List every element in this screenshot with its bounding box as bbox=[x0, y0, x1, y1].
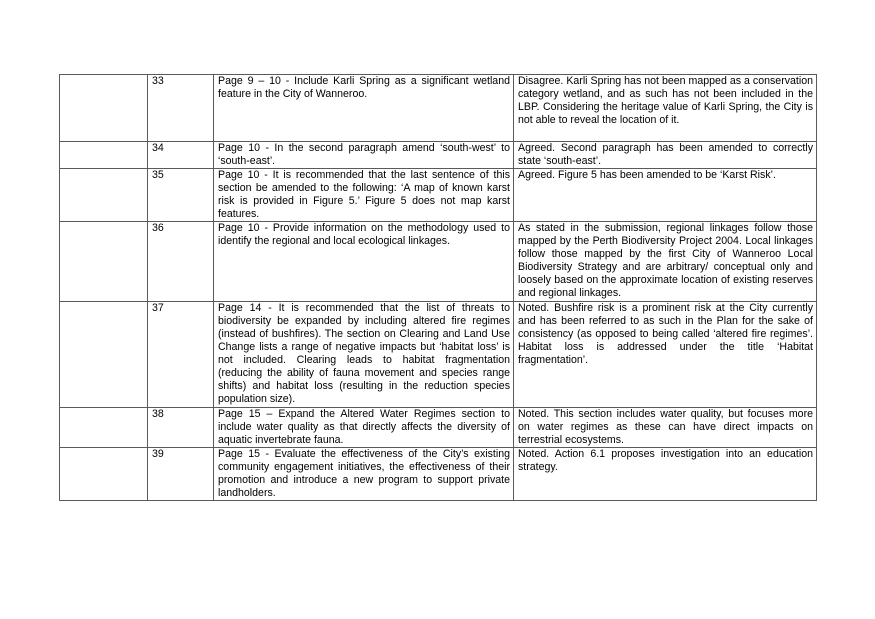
response-cell: Noted. Action 6.1 proposes investigation into an education strategy. bbox=[514, 448, 817, 501]
row-number: 33 bbox=[148, 75, 214, 142]
response-cell: As stated in the submission, regional linkages follow those mapped by the Perth Biodiversity Project 2004. Local linkages follow those mapped by the first City of Wanneroo Local Biodiversity Strategy and are arbitrary/ conceptual only and loosely based on the approximate location of existing reserves and regional linkages. bbox=[514, 222, 817, 302]
response-cell: Agreed. Figure 5 has been amended to be ‘Karst Risk’. bbox=[514, 169, 817, 222]
row-number: 39 bbox=[148, 448, 214, 501]
response-cell: Noted. Bushfire risk is a prominent risk at the City currently and has been referred to as such in the Plan for the sake of consistency (as opposed to being called ‘altered fire regimes’. Habitat loss is addressed under the title ‘Habitat fragmentation’. bbox=[514, 302, 817, 408]
submissions-table bbox=[59, 74, 817, 501]
row-number: 37 bbox=[148, 302, 214, 408]
blank-cell bbox=[60, 448, 148, 501]
comment-cell: Page 10 - Provide information on the methodology used to identify the regional and local ecological linkages. bbox=[214, 222, 514, 302]
comment-cell: Page 10 - It is recommended that the last sentence of this section be amended to the following: ‘A map of known karst risk is provided in Figure 5.’ Figure 5 does not map karst features. bbox=[214, 169, 514, 222]
response-cell: Disagree. Karli Spring has not been mapped as a conservation category wetland, and as such has not been included in the LBP. Considering the heritage value of Karli Spring, the City is not able to reveal the location of it. bbox=[514, 75, 817, 142]
table-row bbox=[60, 142, 817, 169]
comment-cell: Page 14 - It is recommended that the list of threats to biodiversity be expanded by including altered fire regimes (instead of bushfires). The section on Clearing and Land Use Change lists a range of negative impacts but ‘habitat loss’ is not included. Clearing leads to habitat fragmentation (reducing the ability of fauna movement and species range shifts) and habitat loss (resulting in the reduction species population size). bbox=[214, 302, 514, 408]
response-cell: Agreed. Second paragraph has been amended to correctly state ‘south-east’. bbox=[514, 142, 817, 169]
comment-cell: Page 15 - Evaluate the effectiveness of the City’s existing community engagement initiatives, the effectiveness of their promotion and introduce a new program to support private landholders. bbox=[214, 448, 514, 501]
comment-cell: Page 10 - In the second paragraph amend ‘south-west’ to ‘south-east’. bbox=[214, 142, 514, 169]
row-number: 38 bbox=[148, 408, 214, 448]
response-cell: Noted. This section includes water quality, but focuses more on water regimes as these can have direct impacts on terrestrial ecosystems. bbox=[514, 408, 817, 448]
table-row bbox=[60, 169, 817, 222]
row-number: 35 bbox=[148, 169, 214, 222]
comment-cell: Page 15 – Expand the Altered Water Regimes section to include water quality as that directly affects the diversity of aquatic invertebrate fauna. bbox=[214, 408, 514, 448]
table-row bbox=[60, 222, 817, 302]
row-number: 34 bbox=[148, 142, 214, 169]
row-number: 36 bbox=[148, 222, 214, 302]
blank-cell bbox=[60, 302, 148, 408]
comment-cell: Page 9 – 10 - Include Karli Spring as a significant wetland feature in the City of Wanneroo. bbox=[214, 75, 514, 142]
blank-cell bbox=[60, 169, 148, 222]
blank-cell bbox=[60, 408, 148, 448]
table-row bbox=[60, 448, 817, 501]
table-row bbox=[60, 408, 817, 448]
blank-cell bbox=[60, 222, 148, 302]
blank-cell bbox=[60, 75, 148, 142]
blank-cell bbox=[60, 142, 148, 169]
table-row bbox=[60, 302, 817, 408]
table-row bbox=[60, 75, 817, 142]
